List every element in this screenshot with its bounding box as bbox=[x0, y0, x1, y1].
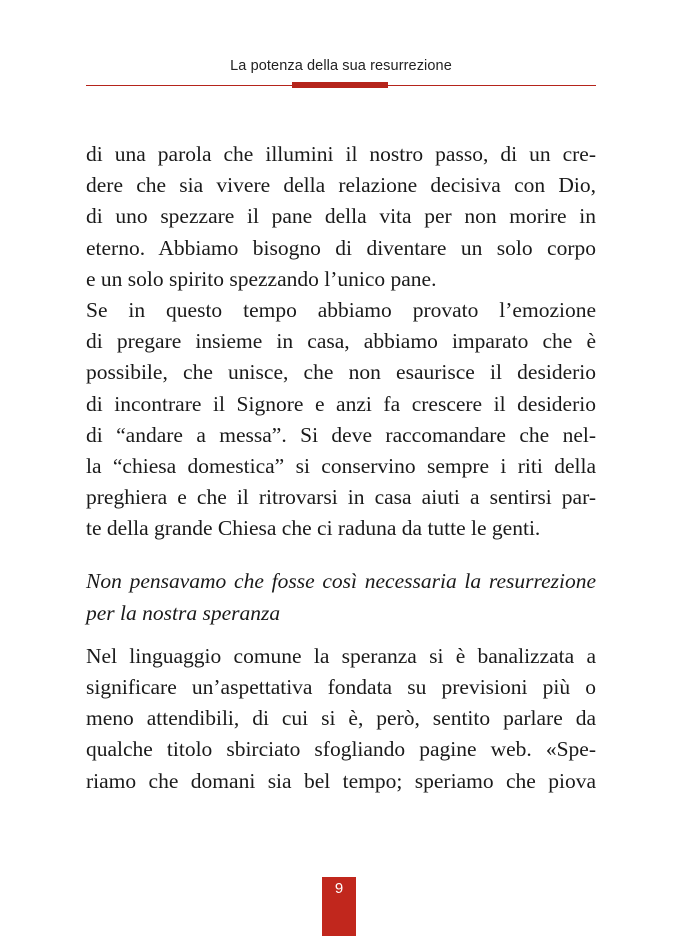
running-header: La potenza della sua resurrezione bbox=[230, 58, 452, 74]
heading-line: per la nostra speranza bbox=[86, 600, 281, 625]
section-heading bbox=[86, 566, 596, 628]
text-line: meno attendibili, di cui si è, però, sentito parlare da bbox=[86, 706, 596, 731]
text-line: eterno. Abbiamo bisogno di diventare un solo corpo bbox=[86, 235, 596, 260]
text-line: riamo che domani sia bel tempo; speriamo che piova bbox=[86, 768, 596, 793]
text-line: di pregare insieme in casa, abbiamo imparato che è bbox=[86, 329, 596, 354]
text-line: preghiera e che il ritrovarsi in casa aiuti a sentirsi par- bbox=[86, 485, 596, 510]
text-line: qualche titolo sbirciato sfogliando pagine web. «Spe- bbox=[86, 737, 596, 762]
body-text bbox=[86, 139, 596, 797]
section-gap bbox=[86, 629, 596, 641]
paragraph-2 bbox=[86, 295, 596, 545]
section-gap bbox=[86, 544, 596, 566]
text-line: Se in questo tempo abbiamo provato l’emozione bbox=[86, 297, 596, 322]
paragraph-3 bbox=[86, 641, 596, 797]
paragraph-1 bbox=[86, 139, 596, 295]
text-line: significare un’aspettativa fondata su previsioni più o bbox=[86, 675, 596, 699]
text-line: possibile, che unisce, che non esaurisce il desiderio bbox=[86, 360, 596, 385]
heading-line: Non pensavamo che fosse così necessaria la resurrezione bbox=[86, 569, 596, 594]
text-line: Nel linguaggio comune la speranza si è banalizzata a bbox=[86, 643, 596, 668]
header-accent-bar bbox=[292, 82, 388, 88]
text-line: di incontrare il Signore e anzi fa crescere il desiderio bbox=[86, 391, 596, 416]
text-line: di una parola che illumini il nostro passo, di un cre- bbox=[86, 142, 596, 166]
text-line: dere che sia vivere della relazione decisiva con Dio, bbox=[86, 173, 596, 198]
text-line: di “andare a messa”. Si deve raccomandare che nel- bbox=[86, 422, 596, 447]
page-number: 9 bbox=[334, 880, 344, 897]
text-line: la “chiesa domestica” si conservino sempre i riti della bbox=[86, 453, 596, 478]
text-line: te della grande Chiesa che ci raduna da tutte le genti. bbox=[86, 516, 541, 541]
text-line: di uno spezzare il pane della vita per non morire in bbox=[86, 204, 596, 229]
text-line: e un solo spirito spezzando l’unico pane. bbox=[86, 266, 437, 291]
